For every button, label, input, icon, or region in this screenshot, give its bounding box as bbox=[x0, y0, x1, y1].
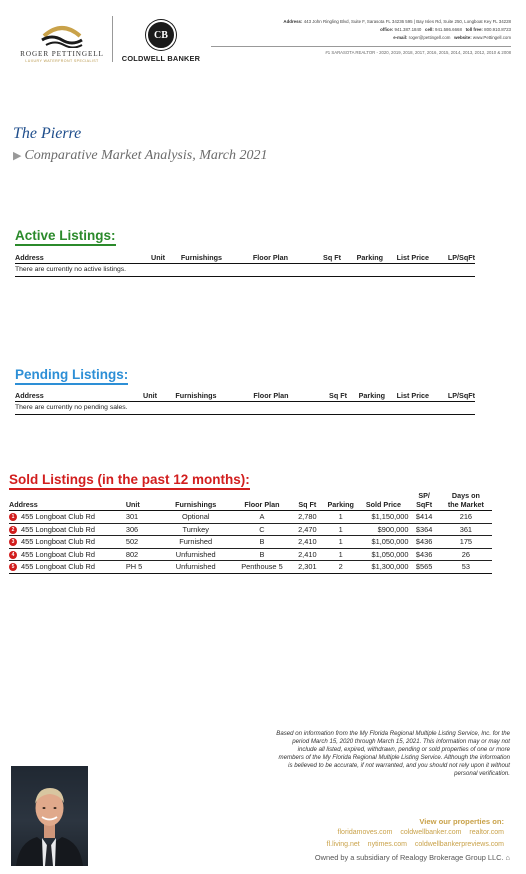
agent-photo bbox=[11, 766, 88, 866]
col-sold-price: Sold Price bbox=[365, 499, 402, 509]
sold-price: $900,000 bbox=[377, 524, 409, 534]
floor-plan: B bbox=[259, 537, 265, 547]
sold-price: $1,150,000 bbox=[371, 512, 409, 522]
property-sites-line-2[interactable]: fl.living.net nytimes.com coldwellbankerpreviews.com bbox=[326, 841, 504, 848]
table-header-row bbox=[15, 391, 475, 402]
active-listings-heading: Active Listings: bbox=[15, 228, 116, 246]
col-furnishings: Furnishings bbox=[175, 499, 217, 509]
days-on-market: 216 bbox=[459, 512, 473, 522]
map-marker-icon: 3 bbox=[9, 538, 17, 546]
parking: 1 bbox=[338, 549, 343, 559]
col-furnishings: Furnishings bbox=[180, 253, 223, 262]
address: 455 Longboat Club Rd bbox=[21, 549, 95, 559]
page-subtitle: ▶ Comparative Market Analysis, March 2021 bbox=[13, 148, 268, 163]
col-sqft: Sq Ft bbox=[323, 253, 341, 262]
col-days-on-market: Days on the Market bbox=[447, 491, 484, 509]
header-divider bbox=[211, 46, 511, 47]
agent-portrait-icon bbox=[11, 766, 88, 866]
phone-line: office: 941.387.1840 cell: 941.586.6668 toll free: 800.910.8723 bbox=[380, 27, 511, 32]
address: 455 Longboat Club Rd bbox=[21, 537, 95, 547]
sold-price: $1,050,000 bbox=[371, 549, 409, 559]
address: 455 Longboat Club Rd bbox=[21, 524, 95, 534]
col-sqft: Sq Ft bbox=[298, 499, 317, 509]
col-parking: Parking bbox=[327, 499, 354, 509]
active-listings-table bbox=[15, 253, 475, 277]
sp-sqft: $565 bbox=[415, 562, 433, 572]
disclaimer-text: Based on information from the My Florida Regional Multiple Listing Service, Inc. for the period March 15, 2020 through March 15, 2021. This information may or may not include all listed, expired, withdrawn, pending or sold properties of one or more members of the My Florida Regional Multiple Listing Service. Although the information is believed to be accurate, if not warranted, and you should not rely upon it without personal verification. bbox=[276, 730, 510, 777]
col-lp-sqft: LP/SqFt bbox=[447, 391, 475, 400]
contact-block bbox=[211, 18, 511, 57]
brand-name: ROGER PETTINGELL bbox=[20, 50, 104, 58]
col-parking: Parking bbox=[356, 253, 383, 262]
website-link[interactable]: www.Pettingell.com bbox=[472, 35, 511, 40]
sold-price: $1,050,000 bbox=[371, 537, 409, 547]
map-marker-icon: 5 bbox=[9, 563, 17, 571]
table-header-row bbox=[15, 253, 475, 264]
parking: 1 bbox=[338, 512, 343, 522]
sqft: 2,410 bbox=[298, 537, 317, 547]
table-row bbox=[9, 536, 492, 549]
table-row bbox=[9, 548, 492, 561]
table-row bbox=[9, 561, 492, 574]
view-properties-label: View our properties on: bbox=[419, 817, 504, 826]
sp-sqft: $364 bbox=[415, 524, 433, 534]
days-on-market: 53 bbox=[461, 562, 470, 572]
map-marker-icon: 4 bbox=[9, 551, 17, 559]
pending-listings-table bbox=[15, 391, 475, 415]
cb-name: COLDWELL BANKER bbox=[121, 54, 201, 63]
floor-plan: Penthouse 5 bbox=[241, 562, 283, 572]
col-address: Address bbox=[15, 253, 44, 262]
parking: 1 bbox=[338, 524, 343, 534]
email-link[interactable]: roger@pettingell.com bbox=[408, 35, 451, 40]
sqft: 2,410 bbox=[298, 549, 317, 559]
furnishings: Unfurnished bbox=[175, 549, 216, 559]
empty-row bbox=[15, 264, 475, 277]
col-unit: Unit bbox=[125, 499, 140, 509]
address: 455 Longboat Club Rd bbox=[21, 512, 95, 522]
sold-listings-heading: Sold Listings (in the past 12 months): bbox=[9, 472, 250, 490]
sqft: 2,470 bbox=[298, 524, 317, 534]
furnishings: Unfurnished bbox=[175, 562, 216, 572]
empty-message: There are currently no pending sales. bbox=[15, 404, 128, 411]
col-lp-sqft: LP/SqFt bbox=[447, 253, 475, 262]
table-row bbox=[9, 523, 492, 536]
sp-sqft: $436 bbox=[415, 549, 433, 559]
sold-listings-table bbox=[9, 492, 492, 574]
col-furnishings: Furnishings bbox=[175, 391, 217, 400]
floor-plan: A bbox=[259, 512, 265, 522]
unit: 306 bbox=[125, 524, 139, 534]
sp-sqft: $414 bbox=[415, 512, 433, 522]
sp-sqft: $436 bbox=[415, 537, 433, 547]
col-parking: Parking bbox=[358, 391, 385, 400]
days-on-market: 175 bbox=[459, 537, 473, 547]
unit: 802 bbox=[125, 549, 139, 559]
empty-message: There are currently no active listings. bbox=[15, 266, 127, 273]
furnishings: Optional bbox=[181, 512, 210, 522]
empty-row bbox=[15, 402, 475, 415]
sqft: 2,780 bbox=[298, 512, 317, 522]
col-floor-plan: Floor Plan bbox=[252, 253, 289, 262]
unit: 502 bbox=[125, 537, 139, 547]
triangle-bullet-icon: ▶ bbox=[13, 150, 22, 162]
col-unit: Unit bbox=[143, 391, 157, 400]
col-address: Address bbox=[9, 499, 38, 509]
roger-pettingell-logo bbox=[18, 18, 106, 63]
coldwell-banker-logo bbox=[120, 20, 202, 63]
wave-logo-icon bbox=[40, 18, 84, 48]
cb-seal-icon: CB bbox=[146, 20, 176, 50]
days-on-market: 26 bbox=[461, 549, 470, 559]
floor-plan: C bbox=[259, 524, 265, 534]
col-unit: Unit bbox=[151, 253, 165, 262]
map-marker-icon: 1 bbox=[9, 513, 17, 521]
col-address: Address bbox=[15, 391, 44, 400]
logo-divider bbox=[112, 16, 113, 62]
brand-tagline: LUXURY WATERFRONT SPECIALIST bbox=[25, 59, 99, 63]
floor-plan: B bbox=[259, 549, 265, 559]
table-header-row bbox=[9, 492, 492, 511]
furnishings: Turnkey bbox=[182, 524, 209, 534]
table-row bbox=[9, 511, 492, 524]
unit: PH 5 bbox=[125, 562, 143, 572]
col-list-price: List Price bbox=[396, 391, 429, 400]
property-sites-line-1[interactable]: floridamoves.com coldwellbanker.com realtor.com bbox=[337, 829, 504, 836]
pending-listings-heading: Pending Listings: bbox=[15, 367, 128, 385]
col-sp-sqft: SP/ SqFt bbox=[416, 491, 433, 509]
email-line: e-mail: roger@pettingell.com website: www.Pettingell.com bbox=[393, 35, 511, 40]
sqft: 2,301 bbox=[298, 562, 317, 572]
days-on-market: 361 bbox=[459, 524, 473, 534]
ownership-note: Owned by a subsidiary of Realogy Brokerage Group LLC. ⌂ bbox=[314, 853, 510, 862]
col-floor-plan: Floor Plan bbox=[253, 391, 289, 400]
realtor-awards: #1 SARASOTA REALTOR - 2020, 2019, 2018, 2017, 2016, 2015, 2014, 2013, 2012, 2010 & 2008 bbox=[325, 50, 511, 55]
col-list-price: List Price bbox=[396, 253, 429, 262]
page-title: The Pierre bbox=[13, 125, 82, 142]
equal-housing-icon: ⌂ bbox=[505, 853, 510, 862]
parking: 1 bbox=[338, 537, 343, 547]
col-sqft: Sq Ft bbox=[329, 391, 347, 400]
address-line: Address: 443 John Ringling Blvd, Suite F, Sarasota FL 34236 595 | Bay Isles Rd, Suite 250, Longboat Key FL 34228 bbox=[283, 19, 511, 24]
address: 455 Longboat Club Rd bbox=[21, 562, 95, 572]
parking: 2 bbox=[338, 562, 343, 572]
sold-price: $1,300,000 bbox=[371, 562, 409, 572]
map-marker-icon: 2 bbox=[9, 526, 17, 534]
unit: 301 bbox=[125, 512, 139, 522]
furnishings: Furnished bbox=[179, 537, 213, 547]
col-floor-plan: Floor Plan bbox=[244, 499, 280, 509]
